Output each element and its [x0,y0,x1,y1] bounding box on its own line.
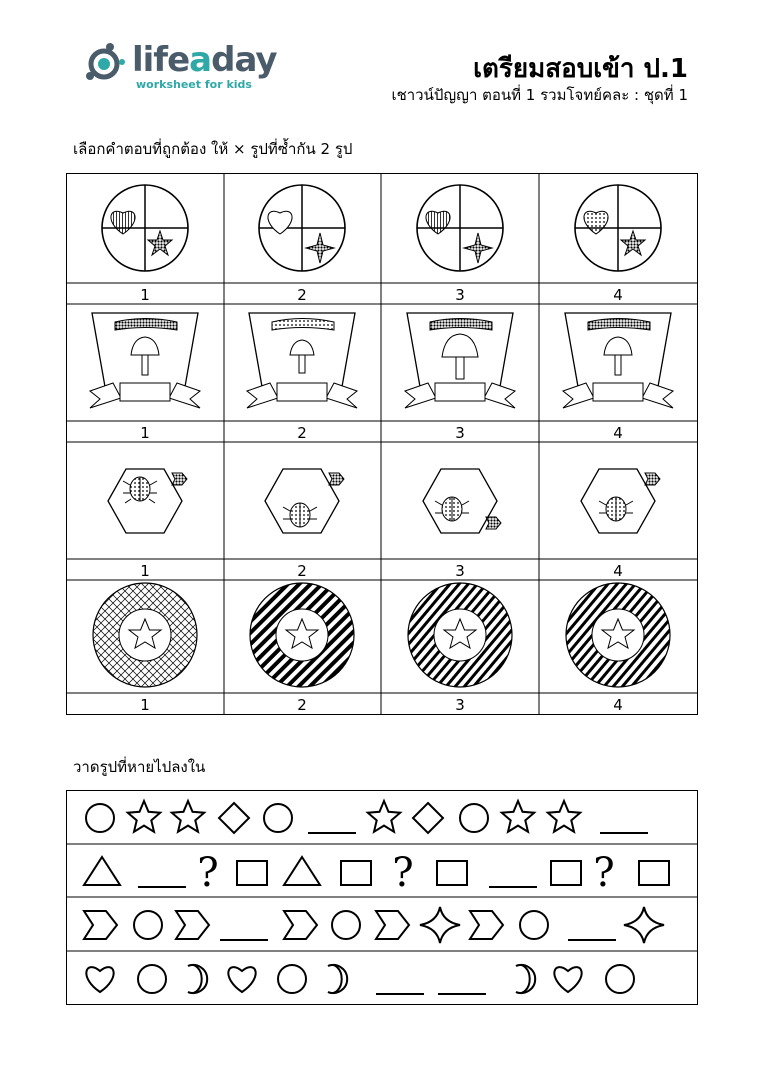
sequence-circle-icon [278,965,306,993]
sequence-circle-icon [138,965,166,993]
option-circle-1[interactable] [102,185,188,271]
sequence-table [66,790,698,1006]
sequence-heart-icon [86,967,113,992]
logo-subtitle: worksheet for kids [136,78,252,91]
sequence-circle-icon [520,911,548,939]
option-circle-3[interactable] [417,185,503,271]
page-subtitle: เชาวน์ปัญญา ตอนที่ 1 รวมโจทย์คละ : ชุดที่ 1 [391,86,688,104]
sequence-question-icon: ? [593,850,615,896]
sequence-circle-icon [460,804,488,832]
sequence-square-icon [341,861,371,885]
sequence-sparkle-icon [624,907,664,943]
sequence-star-icon [502,801,534,832]
sequence-star-icon [368,801,400,832]
row3-label-1: 1 [140,562,150,580]
sequence-star-icon [548,801,580,832]
sequence-crescent-icon [516,965,535,993]
row2-label-4: 4 [613,424,623,442]
sequence-triangle-icon [284,857,320,885]
row2-label-3: 3 [455,424,465,442]
option-ladybug-4[interactable] [581,469,660,533]
row1-label-1: 1 [140,286,150,304]
option-ring-4[interactable] [566,583,670,687]
option-ring-1[interactable] [93,583,197,687]
option-mushroom-1[interactable] [90,313,200,408]
row4-label-2: 2 [297,696,307,714]
row1-label-3: 3 [455,286,465,304]
logo-icon [82,40,132,90]
sequence-chevron-icon [176,911,209,939]
option-ladybug-3[interactable] [423,469,501,533]
sequence-chevron-icon [284,911,317,939]
option-ring-2[interactable] [250,583,354,687]
sequence-crescent-icon [188,965,207,993]
sequence-heart-icon [228,967,255,992]
logo-text: lifeaday [132,40,277,80]
section1-instruction: เลือกคำตอบที่ถูกต้อง ให้ × รูปที่ซ้ำกัน 2 รูป [73,140,353,158]
row3-options [108,469,660,533]
sequence-circle-icon [606,965,634,993]
sequence-question-icon: ? [197,850,219,896]
option-ladybug-2[interactable] [265,469,344,533]
option-mushroom-3[interactable] [405,313,515,408]
sequence-square-icon [237,861,267,885]
sequence-chevron-icon [84,911,117,939]
option-circle-2[interactable] [259,185,345,271]
option-mushroom-4[interactable] [563,313,673,408]
sequence-star-icon [128,801,160,832]
row3-label-3: 3 [455,562,465,580]
sequence-diamond-icon [413,803,443,833]
section2-instruction: วาดรูปที่หายไปลงใน [73,758,206,776]
sequence-crescent-icon [328,965,347,993]
sequence-circle-icon [332,911,360,939]
row4-label-1: 1 [140,696,150,714]
row1-label-2: 2 [297,286,307,304]
sequence-square-icon [639,861,669,885]
row3-label-4: 4 [613,562,623,580]
sequence-triangle-icon [84,857,120,885]
sequence-diamond-icon [219,803,249,833]
sequence-chevron-icon [376,911,409,939]
row2-label-2: 2 [297,424,307,442]
option-ring-3[interactable] [408,583,512,687]
page-title: เตรียมสอบเข้า ป.1 [473,54,688,84]
sequence-square-icon [437,861,467,885]
option-ladybug-1[interactable] [108,469,187,533]
row4-label-4: 4 [613,696,623,714]
row2-label-1: 1 [140,424,150,442]
sequence-heart-icon [554,967,581,992]
option-mushroom-2[interactable] [247,313,357,408]
sequence-star-icon [172,801,204,832]
row4-label-3: 3 [455,696,465,714]
sequence-circle-icon [134,911,162,939]
sequence-circle-icon [86,804,114,832]
sequence-question-icon: ? [392,850,414,896]
row3-label-2: 2 [297,562,307,580]
sequence-sparkle-icon [420,907,460,943]
sequence-square-icon [551,861,581,885]
row1-label-4: 4 [613,286,623,304]
matching-grid [66,173,698,715]
option-circle-4[interactable] [575,185,661,271]
sequence-circle-icon [264,804,292,832]
logo [82,40,282,92]
sequence-chevron-icon [470,911,503,939]
